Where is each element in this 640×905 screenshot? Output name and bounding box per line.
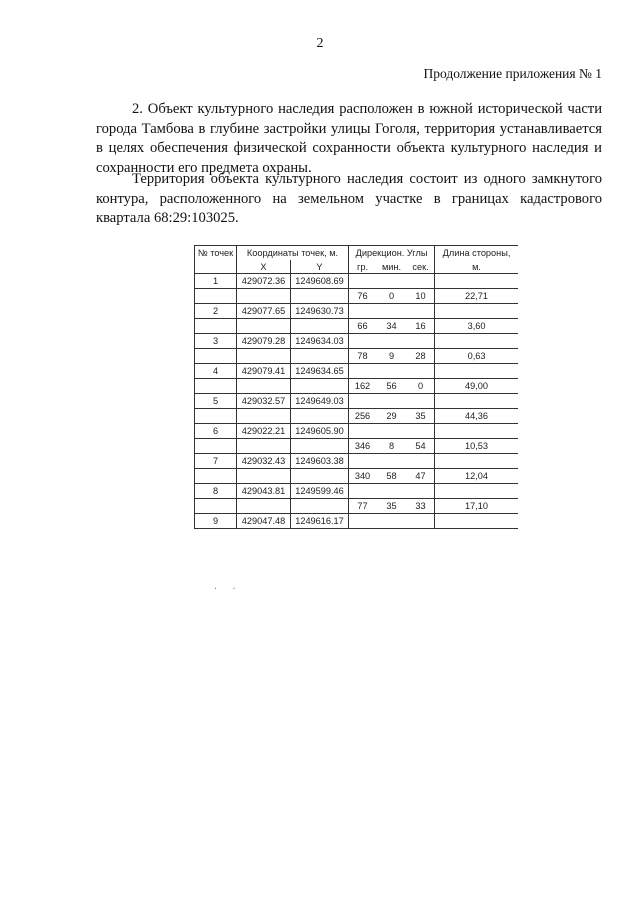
point-y: 1249634.03 [291,334,349,349]
side-length: 0,63 [435,349,518,364]
angle-min: 8 [377,439,407,454]
point-y: 1249605.90 [291,424,349,439]
angle-sec-empty [407,454,435,469]
point-x-empty [237,499,291,514]
length-empty [435,394,518,409]
angle-deg: 256 [349,409,377,424]
point-x-empty [237,319,291,334]
angle-deg-empty [349,334,377,349]
angle-min-empty [377,454,407,469]
point-number: 7 [195,454,237,469]
point-row [195,484,519,499]
length-empty [435,304,518,319]
angle-min-empty [377,394,407,409]
angle-deg-empty [349,274,377,289]
point-number-empty [195,319,237,334]
point-number-empty [195,469,237,484]
point-x: 429032.57 [237,394,291,409]
header-x: X [237,260,291,274]
side-row [195,349,519,364]
point-x-empty [237,379,291,394]
table-subheader-row [195,260,519,274]
point-x: 429047.48 [237,514,291,529]
point-x-empty [237,349,291,364]
point-y: 1249603.38 [291,454,349,469]
point-number: 1 [195,274,237,289]
point-y: 1249634.65 [291,364,349,379]
point-x: 429072.36 [237,274,291,289]
length-empty [435,364,518,379]
continuation-label: Продолжение приложения № 1 [423,66,602,81]
angle-sec-empty [407,394,435,409]
angle-sec: 10 [407,289,435,304]
length-empty [435,424,518,439]
angle-sec: 35 [407,409,435,424]
length-empty [435,334,518,349]
angle-deg-empty [349,484,377,499]
angle-sec-empty [407,274,435,289]
point-number: 4 [195,364,237,379]
header-length-unit: м. [435,260,518,274]
angle-sec-empty [407,364,435,379]
side-length: 49,00 [435,379,518,394]
side-row [195,319,519,334]
coordinates-table [194,245,518,529]
point-x-empty [237,289,291,304]
point-y-empty [291,409,349,424]
angle-sec: 16 [407,319,435,334]
angle-min: 34 [377,319,407,334]
angle-min: 29 [377,409,407,424]
angle-deg: 340 [349,469,377,484]
side-row [195,379,519,394]
angle-min-empty [377,484,407,499]
point-y-empty [291,499,349,514]
angle-deg-empty [349,454,377,469]
point-x: 429079.28 [237,334,291,349]
angle-deg-empty [349,364,377,379]
angle-sec-empty [407,334,435,349]
side-row [195,409,519,424]
angle-min-empty [377,334,407,349]
header-angles: Дирекцион. Углы [349,246,435,260]
angle-deg: 78 [349,349,377,364]
angle-min: 0 [377,289,407,304]
angle-sec-empty [407,304,435,319]
angle-min-empty [377,364,407,379]
point-number: 3 [195,334,237,349]
point-row [195,334,519,349]
point-row [195,364,519,379]
point-row [195,424,519,439]
angle-min-empty [377,514,407,529]
side-length: 17,10 [435,499,518,514]
angle-min-empty [377,424,407,439]
point-y: 1249608.69 [291,274,349,289]
length-empty [435,514,518,529]
angle-sec: 33 [407,499,435,514]
angle-sec-empty [407,514,435,529]
angle-min: 35 [377,499,407,514]
angle-deg: 77 [349,499,377,514]
header-point-no: № точек [195,246,237,260]
angle-sec: 0 [407,379,435,394]
point-number: 9 [195,514,237,529]
scan-marks: · · [214,584,242,595]
angle-deg-empty [349,394,377,409]
header-deg: гр. [349,260,377,274]
length-empty [435,454,518,469]
angle-min: 9 [377,349,407,364]
point-row [195,274,519,289]
length-empty [435,274,518,289]
point-y-empty [291,349,349,364]
page-number: 2 [316,36,324,51]
side-row [195,469,519,484]
angle-min-empty [377,274,407,289]
header-coords: Координаты точек, м. [237,246,349,260]
point-y-empty [291,379,349,394]
angle-deg-empty [349,304,377,319]
point-number-empty [195,409,237,424]
table-header-row [195,246,519,260]
point-y-empty [291,289,349,304]
angle-sec: 28 [407,349,435,364]
side-row [195,289,519,304]
angle-sec-empty [407,484,435,499]
length-empty [435,484,518,499]
angle-sec: 54 [407,439,435,454]
point-x: 429079.41 [237,364,291,379]
header-sec: сек. [407,260,435,274]
angle-deg-empty [349,514,377,529]
side-length: 3,60 [435,319,518,334]
point-x-empty [237,439,291,454]
angle-deg-empty [349,424,377,439]
point-y-empty [291,319,349,334]
point-number-empty [195,439,237,454]
angle-min-empty [377,304,407,319]
paragraph-location: 2. Объект культурного наследия расположен в южной исторической части города Тамбова в глубине застройки улицы Гоголя, территория устанавливается в целях обеспечения физической сохранности объекта культурного наследия и сохранности его предмета охраны. [96,101,602,176]
point-x: 429022.21 [237,424,291,439]
point-y: 1249630.73 [291,304,349,319]
header-min: мин. [377,260,407,274]
point-x: 429077.65 [237,304,291,319]
side-length: 10,53 [435,439,518,454]
angle-sec: 47 [407,469,435,484]
side-length: 22,71 [435,289,518,304]
angle-deg: 162 [349,379,377,394]
side-row [195,439,519,454]
header-y: Y [291,260,349,274]
point-row [195,454,519,469]
angle-sec-empty [407,424,435,439]
point-x-empty [237,409,291,424]
header-point-no-cont [195,260,237,274]
point-y: 1249649.03 [291,394,349,409]
angle-deg: 346 [349,439,377,454]
point-number-empty [195,349,237,364]
header-length: Длина стороны, [435,246,518,260]
paragraph-territory: Территория объекта культурного наследия состоит из одного замкнутого контура, расположенного на земельном участке в границах кадастрового квартала 68:29:103025. [96,171,602,226]
point-y-empty [291,469,349,484]
point-number-empty [195,379,237,394]
point-number: 6 [195,424,237,439]
angle-min: 56 [377,379,407,394]
point-number-empty [195,499,237,514]
point-x-empty [237,469,291,484]
point-row [195,514,519,529]
point-y: 1249616.17 [291,514,349,529]
angle-deg: 76 [349,289,377,304]
point-y: 1249599.46 [291,484,349,499]
coordinates-table-wrapper [194,245,518,535]
point-y-empty [291,439,349,454]
point-row [195,394,519,409]
side-row [195,499,519,514]
point-number: 5 [195,394,237,409]
point-x: 429032.43 [237,454,291,469]
angle-min: 58 [377,469,407,484]
point-number: 2 [195,304,237,319]
point-x: 429043.81 [237,484,291,499]
point-number-empty [195,289,237,304]
angle-deg: 66 [349,319,377,334]
side-length: 12,04 [435,469,518,484]
point-number: 8 [195,484,237,499]
point-row [195,304,519,319]
side-length: 44,36 [435,409,518,424]
